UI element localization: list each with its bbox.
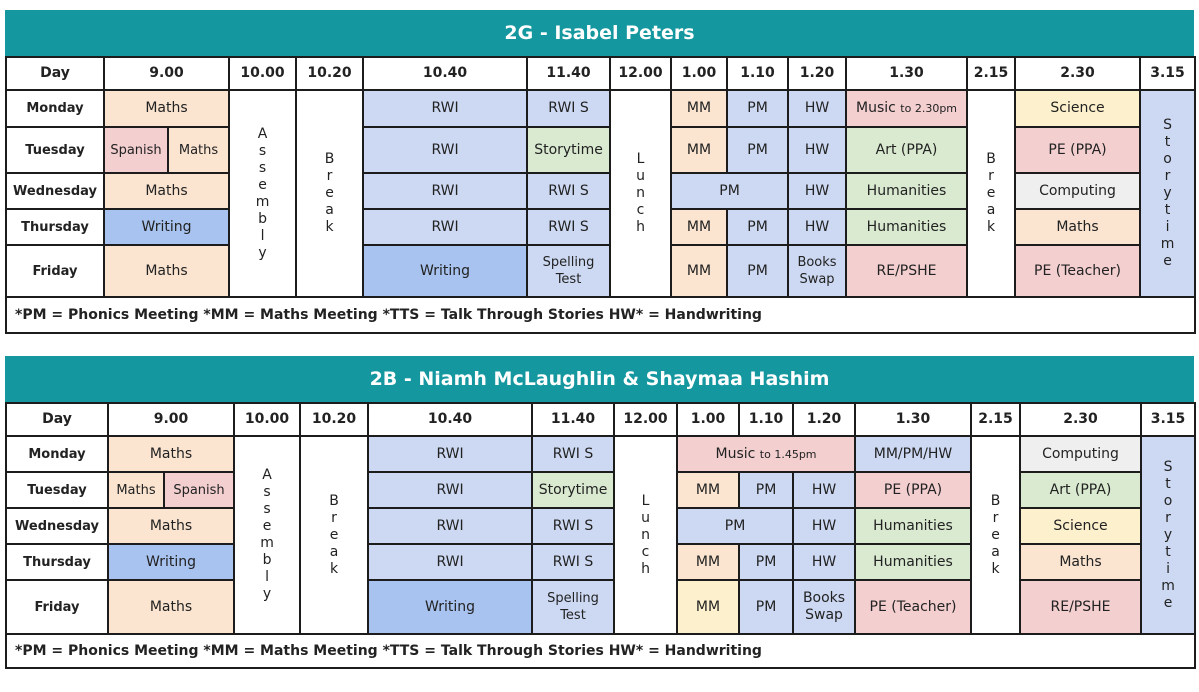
lesson-cell: Maths bbox=[104, 245, 229, 297]
header-110: 1.10 bbox=[727, 57, 788, 90]
timetable-2b bbox=[5, 356, 1194, 669]
header-315: 3.15 bbox=[1141, 403, 1195, 436]
lesson-cell: PE (PPA) bbox=[855, 472, 971, 508]
lesson-cell bbox=[788, 245, 846, 297]
break-cell: B r e a k bbox=[296, 90, 363, 297]
lesson-label: Spelling bbox=[547, 591, 599, 606]
lesson-cell: Art (PPA) bbox=[846, 127, 967, 173]
lesson-cell: RWI bbox=[368, 508, 532, 544]
lesson-cell: RWI S bbox=[532, 544, 614, 580]
day-wednesday: Wednesday bbox=[6, 508, 108, 544]
lesson-cell: PM bbox=[739, 580, 793, 634]
day-monday: Monday bbox=[6, 436, 108, 472]
header-215: 2.15 bbox=[967, 57, 1015, 90]
lunch-cell: L u n c h bbox=[610, 90, 671, 297]
lesson-cell: PM bbox=[727, 209, 788, 245]
lesson-cell: RE/PSHE bbox=[1020, 580, 1141, 634]
lesson-cell: PM bbox=[671, 173, 788, 209]
lesson-cell bbox=[527, 245, 610, 297]
lesson-cell: Computing bbox=[1020, 436, 1141, 472]
lesson-cell: Maths bbox=[108, 580, 234, 634]
lesson-cell: PE (Teacher) bbox=[1015, 245, 1140, 297]
lesson-cell: HW bbox=[788, 90, 846, 127]
lesson-cell: RWI S bbox=[532, 508, 614, 544]
lesson-label: Test bbox=[560, 608, 586, 623]
lesson-label: Swap bbox=[799, 272, 835, 287]
lesson-cell: Maths bbox=[108, 472, 164, 508]
lesson-cell: RWI bbox=[363, 127, 527, 173]
lesson-label: Test bbox=[555, 272, 582, 287]
lesson-cell bbox=[532, 580, 614, 634]
lesson-note: to 2.30pm bbox=[900, 102, 958, 115]
lesson-note: to 1.45pm bbox=[759, 447, 817, 461]
footer-key: *PM = Phonics Meeting *MM = Maths Meeting *TTS = Talk Through Stories HW* = Handwriting bbox=[6, 297, 1195, 333]
lesson-cell: PM bbox=[727, 245, 788, 297]
lesson-cell: MM bbox=[671, 245, 727, 297]
header-1020: 10.20 bbox=[300, 403, 368, 436]
lesson-cell: HW bbox=[788, 209, 846, 245]
header-1140: 11.40 bbox=[532, 403, 614, 436]
lesson-cell: PM bbox=[677, 508, 793, 544]
break-cell: B r e a k bbox=[300, 436, 368, 634]
lesson-cell: Computing bbox=[1015, 173, 1140, 209]
header-120: 1.20 bbox=[793, 403, 855, 436]
lesson-cell: Maths bbox=[1015, 209, 1140, 245]
lesson-cell: RWI S bbox=[532, 436, 614, 472]
lesson-label: Books bbox=[797, 255, 837, 270]
day-tuesday: Tuesday bbox=[6, 127, 104, 173]
lesson-label: Music bbox=[856, 100, 896, 116]
lesson-cell: Maths bbox=[108, 436, 234, 472]
lesson-cell: MM bbox=[677, 580, 739, 634]
lesson-cell: Science bbox=[1015, 90, 1140, 127]
day-wednesday: Wednesday bbox=[6, 173, 104, 209]
day-friday: Friday bbox=[6, 580, 108, 634]
header-1040: 10.40 bbox=[363, 57, 527, 90]
lesson-cell: Maths bbox=[168, 127, 229, 173]
lesson-cell: Writing bbox=[108, 544, 234, 580]
day-friday: Friday bbox=[6, 245, 104, 297]
header-130: 1.30 bbox=[846, 57, 967, 90]
header-315: 3.15 bbox=[1140, 57, 1195, 90]
lesson-cell: MM bbox=[677, 544, 739, 580]
day-monday: Monday bbox=[6, 90, 104, 127]
lesson-cell: RWI bbox=[363, 173, 527, 209]
header-230: 2.30 bbox=[1015, 57, 1140, 90]
break-cell: B r e a k bbox=[971, 436, 1020, 634]
lesson-cell bbox=[677, 436, 855, 472]
header-day: Day bbox=[6, 57, 104, 90]
lesson-cell: HW bbox=[793, 472, 855, 508]
footer-key: *PM = Phonics Meeting *MM = Maths Meeting *TTS = Talk Through Stories HW* = Handwriting bbox=[6, 634, 1195, 668]
storytime-cell: S t o r y t i m e bbox=[1140, 90, 1195, 297]
lesson-cell: Maths bbox=[1020, 544, 1141, 580]
lesson-cell: HW bbox=[793, 508, 855, 544]
lesson-cell: RWI bbox=[363, 209, 527, 245]
timetable-title: 2B - Niamh McLaughlin & Shaymaa Hashim bbox=[5, 356, 1194, 402]
lesson-cell: RE/PSHE bbox=[846, 245, 967, 297]
lesson-cell: MM bbox=[671, 209, 727, 245]
lesson-cell: PE (PPA) bbox=[1015, 127, 1140, 173]
lesson-cell: RWI S bbox=[527, 209, 610, 245]
lesson-cell: MM bbox=[671, 90, 727, 127]
day-thursday: Thursday bbox=[6, 544, 108, 580]
break-cell: B r e a k bbox=[967, 90, 1015, 297]
storytime-cell: S t o r y t i m e bbox=[1141, 436, 1195, 634]
lesson-cell: RWI bbox=[368, 436, 532, 472]
header-100: 1.00 bbox=[671, 57, 727, 90]
lunch-cell: L u n c h bbox=[614, 436, 677, 634]
lesson-label: Spelling bbox=[542, 255, 595, 270]
lesson-cell: Maths bbox=[108, 508, 234, 544]
lesson-cell: Spanish bbox=[164, 472, 234, 508]
lesson-cell: RWI S bbox=[527, 173, 610, 209]
header-1140: 11.40 bbox=[527, 57, 610, 90]
assembly-cell: A s s e m b l y bbox=[229, 90, 296, 297]
header-1200: 12.00 bbox=[610, 57, 671, 90]
lesson-cell: PM bbox=[727, 90, 788, 127]
lesson-cell: RWI bbox=[368, 544, 532, 580]
lesson-cell: Spanish bbox=[104, 127, 168, 173]
lesson-cell: Humanities bbox=[846, 209, 967, 245]
header-110: 1.10 bbox=[739, 403, 793, 436]
header-1200: 12.00 bbox=[614, 403, 677, 436]
lesson-label: Swap bbox=[805, 607, 843, 623]
header-day: Day bbox=[6, 403, 108, 436]
lesson-cell: HW bbox=[793, 544, 855, 580]
lesson-cell: Writing bbox=[104, 209, 229, 245]
header-900: 9.00 bbox=[108, 403, 234, 436]
lesson-cell: PM bbox=[739, 544, 793, 580]
lesson-cell: PM bbox=[727, 127, 788, 173]
header-1000: 10.00 bbox=[229, 57, 296, 90]
lesson-cell: PM bbox=[739, 472, 793, 508]
lesson-cell bbox=[793, 580, 855, 634]
lesson-cell bbox=[846, 90, 967, 127]
header-1000: 10.00 bbox=[234, 403, 300, 436]
timetable-2g bbox=[5, 10, 1194, 334]
lesson-cell: MM bbox=[671, 127, 727, 173]
header-120: 1.20 bbox=[788, 57, 846, 90]
header-900: 9.00 bbox=[104, 57, 229, 90]
lesson-label: Music bbox=[715, 445, 756, 462]
lesson-cell: HW bbox=[788, 173, 846, 209]
timetable-grid bbox=[5, 402, 1196, 669]
header-215: 2.15 bbox=[971, 403, 1020, 436]
lesson-cell: Humanities bbox=[846, 173, 967, 209]
lesson-cell: MM/PM/HW bbox=[855, 436, 971, 472]
header-130: 1.30 bbox=[855, 403, 971, 436]
lesson-cell: Humanities bbox=[855, 544, 971, 580]
lesson-cell: RWI S bbox=[527, 90, 610, 127]
lesson-cell: MM bbox=[677, 472, 739, 508]
lesson-cell: Maths bbox=[104, 90, 229, 127]
lesson-cell: Writing bbox=[368, 580, 532, 634]
lesson-cell: Art (PPA) bbox=[1020, 472, 1141, 508]
lesson-cell: Storytime bbox=[527, 127, 610, 173]
lesson-label: Books bbox=[802, 590, 846, 606]
lesson-cell: RWI bbox=[363, 90, 527, 127]
header-100: 1.00 bbox=[677, 403, 739, 436]
lesson-cell: PE (Teacher) bbox=[855, 580, 971, 634]
lesson-cell: RWI bbox=[368, 472, 532, 508]
lesson-cell: Science bbox=[1020, 508, 1141, 544]
header-1040: 10.40 bbox=[368, 403, 532, 436]
lesson-cell: Humanities bbox=[855, 508, 971, 544]
timetable-title: 2G - Isabel Peters bbox=[5, 10, 1194, 56]
header-1020: 10.20 bbox=[296, 57, 363, 90]
header-230: 2.30 bbox=[1020, 403, 1141, 436]
lesson-cell: Storytime bbox=[532, 472, 614, 508]
lesson-cell: Maths bbox=[104, 173, 229, 209]
lesson-cell: Writing bbox=[363, 245, 527, 297]
day-tuesday: Tuesday bbox=[6, 472, 108, 508]
timetable-grid bbox=[5, 56, 1196, 334]
assembly-cell: A s s e m b l y bbox=[234, 436, 300, 634]
lesson-cell: HW bbox=[788, 127, 846, 173]
day-thursday: Thursday bbox=[6, 209, 104, 245]
